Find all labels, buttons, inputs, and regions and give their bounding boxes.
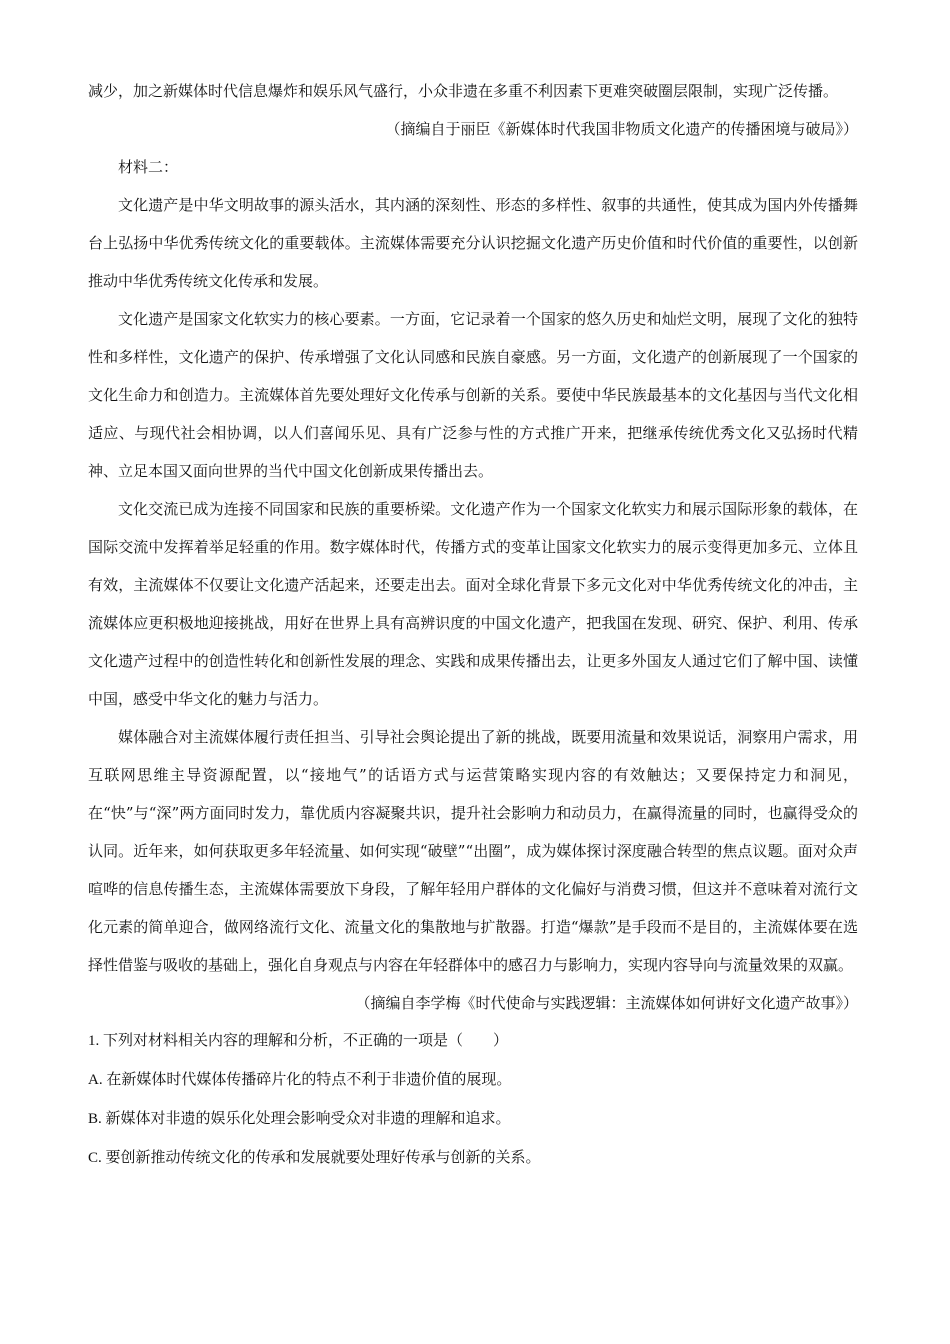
material-two-paragraph: 文化交流已成为连接不同国家和民族的重要桥梁。文化遗产作为一个国家文化软实力和展示国际形象的载体，在国际交流中发挥着举足轻重的作用。数字媒体时代，传播方式的变革让国家文化软实力的展示变得更加多元、立体且有效，主流媒体不仅要让文化遗产活起来，还要走出去。面对全球化背景下多元文化对中华优秀传统文化的冲击，主流媒体应更积极地迎接挑战，用好在世界上具有高辨识度的中国文化遗产，把我国在发现、研究、保护、利用、传承文化遗产过程中的创造性转化和创新性发展的理念、实践和成果传播出去，让更多外国友人通过它们了解中国、读懂中国，感受中华文化的魅力与活力。	[88, 500, 858, 708]
material-one-source: （摘编自于丽臣《新媒体时代我国非物质文化遗产的传播困境与破局》）	[385, 120, 858, 138]
material-two-paragraph: 文化遗产是国家文化软实力的核心要素。一方面，它记录着一个国家的悠久历史和灿烂文明，展现了文化的独特性和多样性，文化遗产的保护、传承增强了文化认同感和民族自豪感。另一方面，文化遗产的创新展现了一个国家的文化生命力和创造力。主流媒体首先要处理好文化传承与创新的关系。要使中华民族最基本的文化基因与当代文化相适应、与现代社会相协调，以人们喜闻乐见、具有广泛参与性的方式推广开来，把继承传统优秀文化又弘扬时代精神、立足本国又面向世界的当代中国文化创新成果传播出去。	[88, 310, 858, 480]
option-b: B. 新媒体对非遗的娱乐化处理会影响受众对非遗的理解和追求。	[88, 1111, 511, 1127]
material-two-heading: 材料二：	[118, 158, 179, 176]
document-page	[88, 72, 858, 1178]
option-c: C. 要创新推动传统文化的传承和发展就要处理好传承与创新的关系。	[88, 1150, 541, 1166]
question-stem: 1. 下列对材料相关内容的理解和分析，不正确的一项是（ ）	[88, 1033, 509, 1049]
material-one-tail-paragraph: 减少，加之新媒体时代信息爆炸和娱乐风气盛行，小众非遗在多重不利因素下更难突破圈层限制，实现广泛传播。	[88, 82, 839, 100]
question-one	[88, 1022, 858, 1178]
option-a: A. 在新媒体时代媒体传播碎片化的特点不利于非遗价值的展现。	[88, 1072, 512, 1088]
material-two-source: （摘编自李学梅《时代使命与实践逻辑：主流媒体如何讲好文化遗产故事》）	[355, 994, 858, 1012]
material-two-paragraph: 媒体融合对主流媒体履行责任担当、引导社会舆论提出了新的挑战，既要用流量和效果说话，洞察用户需求，用互联网思维主导资源配置，以“接地气”的话语方式与运营策略实现内容的有效触达；又要保持定力和洞见，在“快”与“深”两方面同时发力，靠优质内容凝聚共识，提升社会影响力和动员力，在赢得流量的同时，也赢得受众的认同。近年来，如何获取更多年轻流量、如何实现“破壁”“出圈”，成为媒体探讨深度融合转型的焦点议题。面对众声喧哗的信息传播生态，主流媒体需要放下身段，了解年轻用户群体的文化偏好与消费习惯，但这并不意味着对流行文化元素的简单迎合，做网络流行文化、流量文化的集散地与扩散器。打造“爆款”是手段而不是目的，主流媒体要在选择性借鉴与吸收的基础上，强化自身观点与内容在年轻群体中的感召力与影响力，实现内容导向与流量效果的双赢。	[88, 728, 858, 974]
material-two-paragraph: 文化遗产是中华文明故事的源头活水，其内涵的深刻性、形态的多样性、叙事的共通性，使其成为国内外传播舞台上弘扬中华优秀传统文化的重要载体。主流媒体需要充分认识挖掘文化遗产历史价值和时代价值的重要性，以创新推动中华优秀传统文化传承和发展。	[88, 196, 858, 290]
